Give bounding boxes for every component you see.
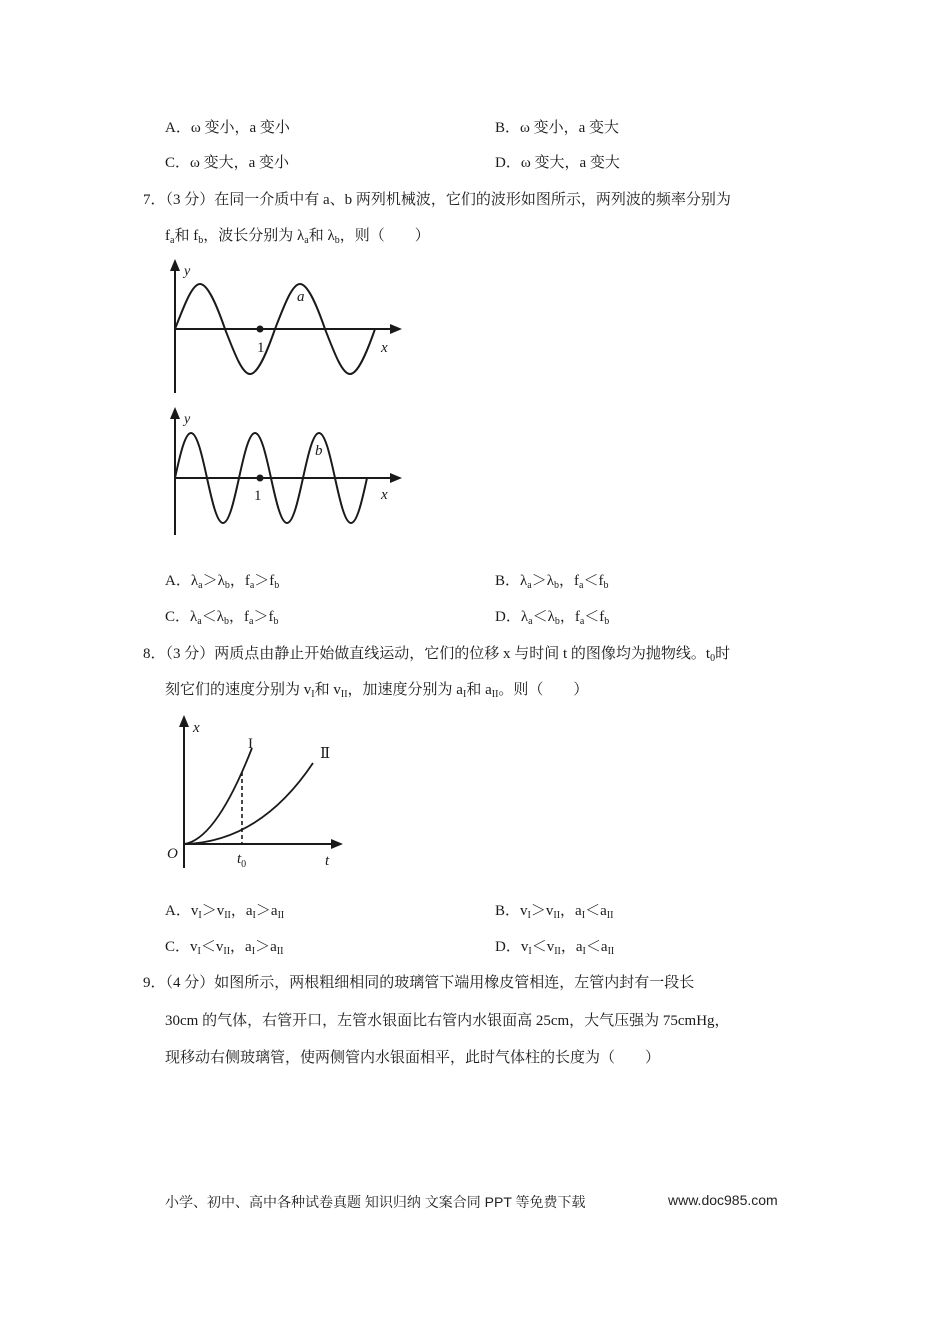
q6-option-b: B．ω 变小，a 变大	[495, 120, 620, 136]
q9-stem-line2: 30cm 的气体，右管开口，左管水银面比右管内水银面高 25cm，大气压强为 75cmHg，	[165, 1013, 730, 1029]
q8-stem-line2: 刻它们的速度分别为 $v_I$和 $v_{II}$，加速度分别为 $a_I$和 $a_{II}$。则（ ）	[165, 682, 589, 700]
q6-option-d: D．ω 变大，a 变大	[495, 155, 620, 171]
wave-a-x-arrow	[390, 324, 402, 334]
q7-stem-line2: $f_a$和 $f_b$，波长分别为 $\lambda_a$和 $\lambda_b$，则（ ）	[165, 228, 430, 246]
wave-b-x-label: x	[381, 487, 388, 503]
curve-II	[184, 763, 313, 844]
wave-a-y-arrow	[170, 259, 180, 271]
q6-option-c: C．ω 变大，a 变小	[165, 155, 290, 171]
q7-option-a: A．$\lambda_a>\lambda_b$，$f_a>f_b$	[165, 573, 280, 591]
q9-stem-line1: 9．（4 分）如图所示，两根粗细相同的玻璃管下端用橡皮管相连，左管内封有一段长	[143, 975, 695, 991]
xt-t-label: t	[325, 853, 330, 869]
wave-b-y-label: y	[184, 412, 191, 427]
q7-option-d: D．$\lambda_a<\lambda_b$，$f_a<f_b$	[495, 609, 610, 627]
xt-x-arrow	[179, 715, 189, 727]
curve-I-label: I	[248, 736, 253, 752]
xt-x-label: x	[193, 720, 200, 736]
q8-option-a: A．$v_I>v_{II}$，$a_I>a_{II}$	[165, 903, 285, 921]
q7-option-b: B．$\lambda_a>\lambda_b$，$f_a<f_b$	[495, 573, 609, 591]
q7-stem-line1: 7．（3 分）在同一介质中有 a、b 两列机械波，它们的波形如图所示，两列波的频率分别为	[143, 192, 731, 208]
wave-b-tick-label: 1	[254, 488, 262, 504]
wave-a-x-label: x	[381, 340, 388, 356]
wave-a-figure	[150, 255, 410, 400]
wave-a-tick-label: 1	[257, 340, 265, 356]
curve-II-label: Ⅱ	[320, 746, 331, 762]
wave-b-y-arrow	[170, 407, 180, 419]
xt-graph-figure	[160, 708, 360, 878]
footer-text: 小学、初中、高中各种试卷真题 知识归纳 文案合同 PPT 等免费下载	[165, 1194, 586, 1210]
wave-a-curve-label: a	[297, 289, 305, 305]
q8-stem-line1: 8．（3 分）两质点由静止开始做直线运动，它们的位移 x 与时间 t 的图像均为抛物线。$t_0$时	[143, 646, 731, 664]
q9-stem-line3: 现移动右侧玻璃管，使两侧管内水银面相平，此时气体柱的长度为（ ）	[165, 1050, 661, 1066]
wave-b-point	[257, 475, 264, 482]
t0-label: $t_0$	[237, 851, 247, 870]
origin-label: O	[167, 846, 178, 862]
q8-option-b: B．$v_I>v_{II}$，$a_I<a_{II}$	[495, 903, 614, 921]
wave-b-x-arrow	[390, 473, 402, 483]
wave-b-figure	[150, 403, 410, 543]
wave-a-y-label: y	[184, 264, 191, 279]
wave-b-curve-label: b	[315, 443, 323, 459]
q8-option-c: C．$v_I<v_{II}$，$a_I>a_{II}$	[165, 939, 284, 957]
xt-t-arrow	[331, 839, 343, 849]
footer-url[interactable]: www.doc985.com	[668, 1192, 778, 1208]
q7-option-c: C．$\lambda_a<\lambda_b$，$f_a>f_b$	[165, 609, 279, 627]
q6-option-a: A．ω 变小，a 变小	[165, 120, 290, 136]
wave-a-point	[257, 326, 264, 333]
q8-option-d: D．$v_I<v_{II}$，$a_I<a_{II}$	[495, 939, 615, 957]
